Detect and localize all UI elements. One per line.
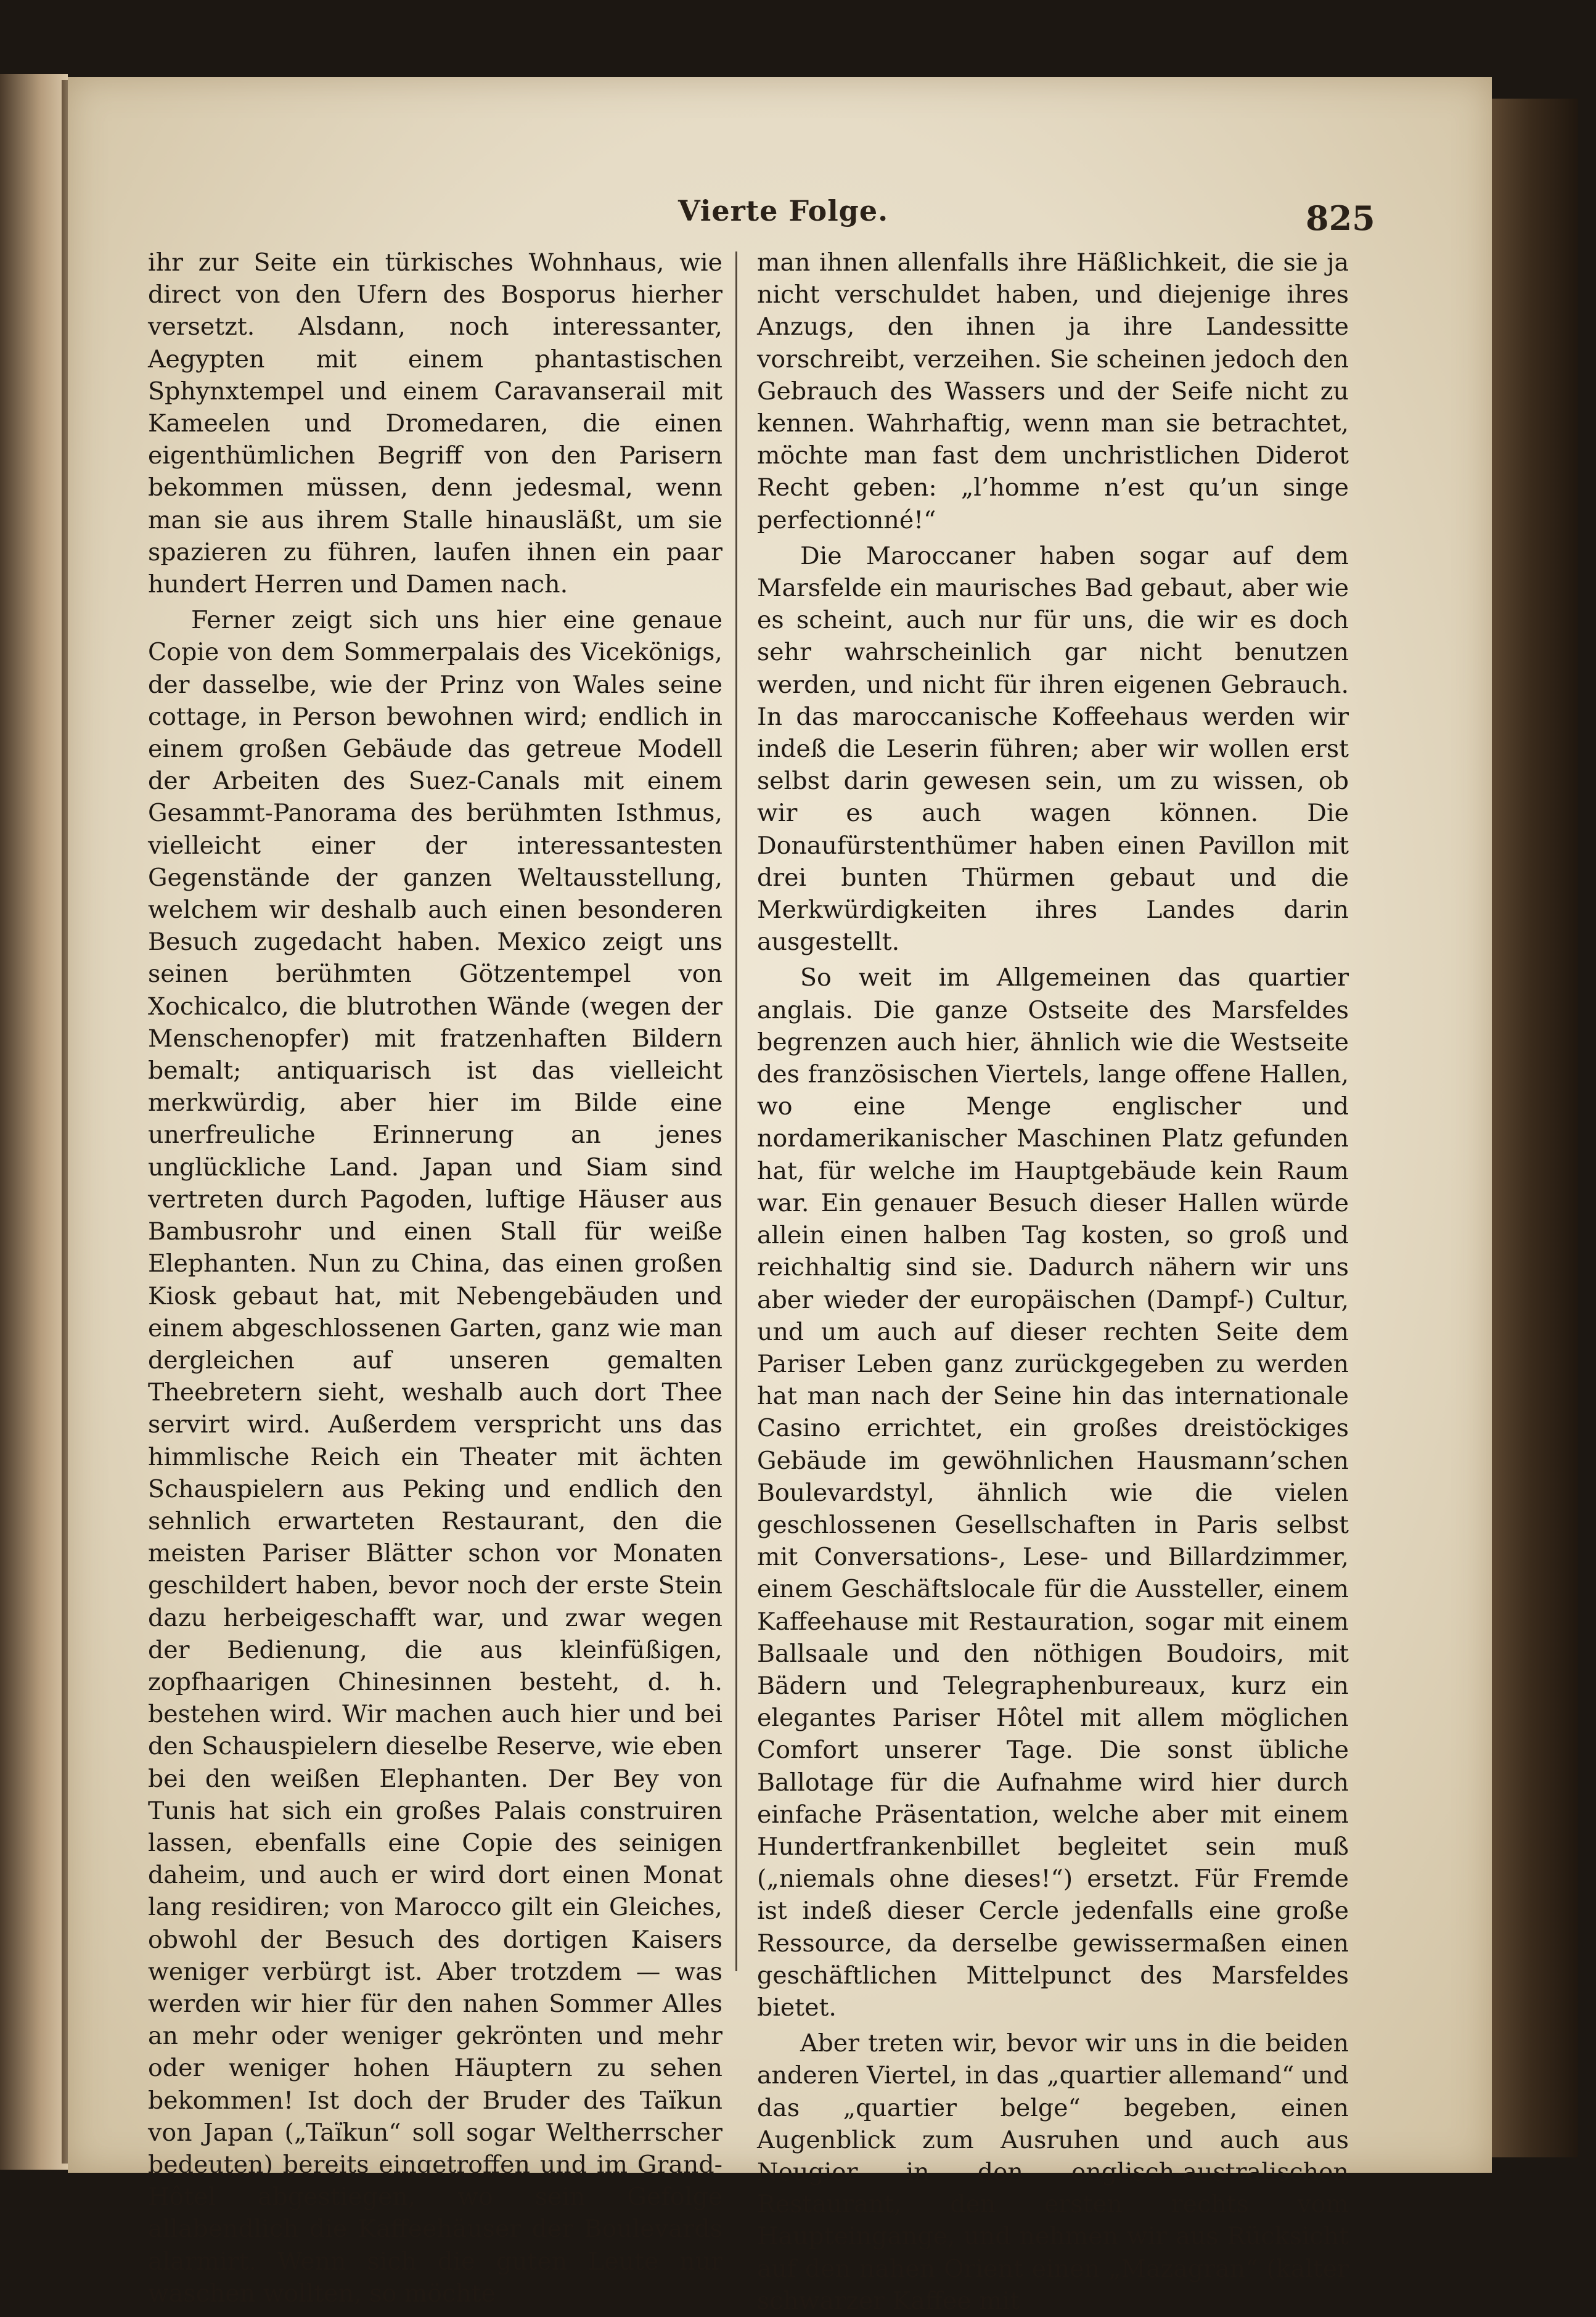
running-head: Vierte Folge. [678,194,889,227]
text-column-left [148,247,722,2310]
paragraph: man ihnen allenfalls ihre Häßlichkeit, die sie ja nicht verschuldet haben, und diejenige ihres Anzugs, den ihnen ja ihre Landessitte vorschreibt, verzeihen. Sie scheinen jedoch den Gebrauch des Wassers und der Seife nicht zu kennen. Wahrhaftig, wenn man sie betrachtet, möchte man fast dem unchristlichen Diderot Recht geben: „l’homme n’est qu’un singe perfectionné!“ [757,248,1349,534]
paragraph: Ferner zeigt sich uns hier eine genaue Copie von dem Sommerpalais des Vicekönigs, der dasselbe, wie der Prinz von Wales seine cottage, in Person bewohnen wird; endlich in einem großen Gebäude das getreue Modell der Arbeiten des Suez-Canals mit einem Gesammt-Panorama des berühmten Isthmus, vielleicht einer der interessantesten Gegenstände der ganzen Weltausstellung, welchem wir deshalb auch einen besonderen Besuch zugedacht haben. Mexico zeigt uns seinen berühmten Götzentempel von Xochicalco, die blutrothen Wände (wegen der Menschenopfer) mit fratzenhaften Bildern bemalt; antiquarisch ist das vielleicht merkwürdig, aber hier im Bilde eine unerfreuliche Erinnerung an jenes unglückliche Land. Japan und Siam sind vertreten durch Pagoden, luftige Häuser aus Bambusrohr und einen Stall für weiße Elephanten. Nun zu China, das einen großen Kiosk gebaut hat, mit Nebengebäuden und einem abgeschlossenen Garten, ganz wie man dergleichen auf unseren gemalten Theebretern sieht, weshalb auch dort Thee servirt wird. Außerdem verspricht uns das himmlische Reich ein Theater mit ächten Schauspielern aus Peking und endlich den sehnlich erwarteten Restaurant, den die meisten Pariser Blätter schon vor Monaten geschildert haben, bevor noch der erste Stein dazu herbeigeschafft war, und zwar wegen der Bedienung, die aus kleinfüßigen, zopfhaarigen Chinesinnen besteht, d. h. bestehen wird. Wir machen auch hier und bei den Schauspielern dieselbe Reserve, wie eben bei den weißen Elephanten. Der Bey von Tunis hat sich ein großes Palais construiren lassen, ebenfalls eine Copie des seinigen daheim, und auch er wird dort einen Monat lang residiren; von Marocco gilt ein Gleiches, obwohl der Besuch des dortigen Kaisers weniger verbürgt ist. Aber trotzdem — was werden wir hier für den nahen Sommer Alles an mehr oder weniger gekrönten und mehr oder weniger hohen Häuptern zu sehen bekommen! Ist doch der Bruder des Taïkun von Japan („Taïkun“ soll sogar Weltherrscher bedeuten) bereits eingetroffen und im Grand-Hôtel abgestiegen, wo sein Gefolge allabendlich die Kaffeehäuser der Boulevards alarmirt. Wenn sich die guten Leute nur waschen wollten, so möchte [148,606,722,2308]
paragraph: Die Maroccaner haben sogar auf dem Marsfelde ein maurisches Bad gebaut, aber wie es scheint, auch nur für uns, die wir es doch sehr wahrscheinlich gar nicht benutzen werden, und nicht für ihren eigenen Gebrauch. In das maroccanische Koffeehaus werden wir indeß die Leserin führen; aber wir wollen erst selbst darin gewesen sein, um zu wissen, ob wir es auch wagen können. Die Donaufürstenthümer haben einen Pavillon mit drei bunten Thürmen gebaut und die Merkwürdigkeiten ihres Landes darin ausgestellt. [757,541,1349,957]
paragraph: ihr zur Seite ein türkisches Wohnhaus, wie direct von den Ufern des Bosporus hierher versetzt. Alsdann, noch interessanter, Aegypten mit einem phantastischen Sphynxtempel und einem Caravanserail mit Kameelen und Dromedaren, die einen eigenthümlichen Begriff von den Parisern bekommen müssen, denn jedesmal, wenn man sie aus ihrem Stalle hinausläßt, um sie spazieren zu führen, laufen ihnen ein paar hundert Herren und Damen nach. [148,248,722,599]
column-divider [735,251,737,1971]
book-cover-edge [1492,99,1578,2157]
text-column-right [757,247,1349,2317]
page-number: 825 [1306,198,1375,238]
paragraph: So weit im Allgemeinen das quartier anglais. Die ganze Ostseite des Marsfeldes begrenzen auch hier, ähnlich wie die Westseite des französischen Viertels, lange offene Hallen, wo eine Menge englischer und nordamerikanischer Maschinen Platz gefunden hat, für welche im Hauptgebäude kein Raum war. Ein genauer Besuch dieser Hallen würde allein einen halben Tag kosten, so groß und reichhaltig sind sie. Dadurch nähern wir uns aber wieder der europäischen (Dampf-) Cultur, und um auch auf dieser rechten Seite dem Pariser Leben ganz zurückgegeben zu werden hat man nach der Seine hin das internationale Casino errichtet, ein großes dreistöckiges Gebäude im gewöhnlichen Hausmann’schen Boulevardstyl, ähnlich wie die vielen geschlossenen Gesellschaften in Paris selbst mit Conversations-, Lese- und Billardzimmer, einem Geschäftslocale für die Aussteller, einem Kaffeehause mit Restauration, sogar mit einem Ballsaale und den nöthigen Boudoirs, mit Bädern und Telegraphenbureaux, kurz ein elegantes Pariser Hôtel mit allem möglichen Comfort unserer Tage. Die sonst übliche Ballotage für die Aufnahme wird hier durch einfache Präsentation, welche aber mit einem Hundertfrankenbillet begleitet sein muß („niemals ohne dieses!“) ersetzt. Für Fremde ist indeß dieser Cercle jedenfalls eine große Ressource, da derselbe gewissermaßen einen geschäftlichen Mittelpunct des Marsfeldes bietet. [757,963,1349,2022]
paragraph: Aber treten wir, bevor wir uns in die beiden anderen Viertel, in das „quartier allemand“ und das „quartier belge“ begeben, einen Augenblick zum Ausruhen und auch aus Neugier in den englisch-australischen Restaurant, den ersten rechts vom Haupteingange, und nehmen wir aus Rücksicht auf den nahen Orient einen „Mazagran“ (kalter schwarzer Kaffee mit [757,2029,1349,2315]
left-page-edge [0,74,68,2170]
